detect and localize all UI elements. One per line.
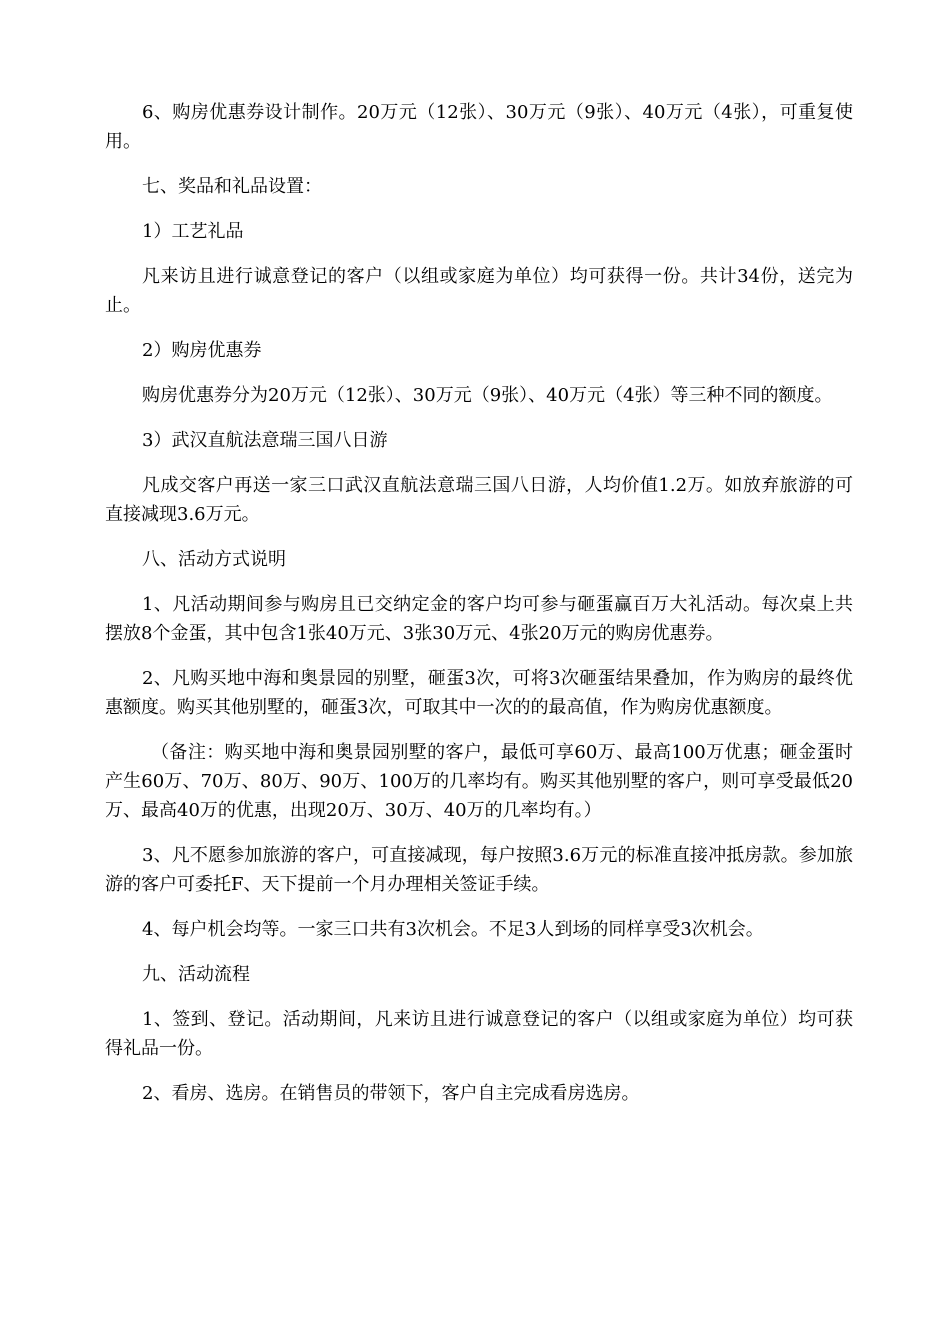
paragraph-note: （备注：购买地中海和奥景园别墅的客户，最低可享60万、最高100万优惠；砸金蛋时产生60万、70万、80万、90万、100万的几率均有。购买其他别墅的客户，则可享受最低20万、最高40万的优惠，出现20万、30万、40万的几率均有。） <box>105 742 853 821</box>
paragraph-process-1: 1、签到、登记。活动期间，凡来访且进行诚意登记的客户（以组或家庭为单位）均可获得礼品一份。 <box>105 1009 853 1059</box>
document-page <box>105 98 853 1124</box>
heading-activity-method: 八、活动方式说明 <box>142 549 286 570</box>
subheading-craft-gifts: 1）工艺礼品 <box>142 221 244 242</box>
heading-activity-process: 九、活动流程 <box>142 964 250 985</box>
paragraph-europe-tour: 凡成交客户再送一家三口武汉直航法意瑞三国八日游，人均价值1.2万。如放弃旅游的可直接减现3.6万元。 <box>105 475 853 525</box>
paragraph-method-3: 3、凡不愿参加旅游的客户，可直接减现，每户按照3.6万元的标准直接冲抵房款。参加旅游的客户可委托F、天下提前一个月办理相关签证手续。 <box>105 845 853 895</box>
paragraph-method-2: 2、凡购买地中海和奥景园的别墅，砸蛋3次，可将3次砸蛋结果叠加，作为购房的最终优惠额度。购买其他别墅的，砸蛋3次，可取其中一次的的最高值，作为购房优惠额度。 <box>105 668 853 718</box>
paragraph-coupon-design: 6、购房优惠券设计制作。20万元（12张）、30万元（9张）、40万元（4张），可重复使用。 <box>105 102 853 152</box>
heading-prizes-and-gifts: 七、奖品和礼品设置： <box>142 176 322 197</box>
paragraph-process-2: 2、看房、选房。在销售员的带领下，客户自主完成看房选房。 <box>142 1083 640 1104</box>
subheading-europe-tour: 3）武汉直航法意瑞三国八日游 <box>142 430 388 451</box>
paragraph-purchase-coupons: 购房优惠券分为20万元（12张）、30万元（9张）、40万元（4张）等三种不同的额度。 <box>142 385 833 406</box>
paragraph-method-4: 4、每户机会均等。一家三口共有3次机会。不足3人到场的同样享受3次机会。 <box>142 919 764 940</box>
paragraph-method-1: 1、凡活动期间参与购房且已交纳定金的客户均可参与砸蛋赢百万大礼活动。每次桌上共摆放8个金蛋，其中包含1张40万元、3张30万元、4张20万元的购房优惠券。 <box>105 594 853 644</box>
paragraph-craft-gifts: 凡来访且进行诚意登记的客户（以组或家庭为单位）均可获得一份。共计34份，送完为止。 <box>105 266 853 316</box>
subheading-purchase-coupons: 2）购房优惠券 <box>142 340 262 361</box>
